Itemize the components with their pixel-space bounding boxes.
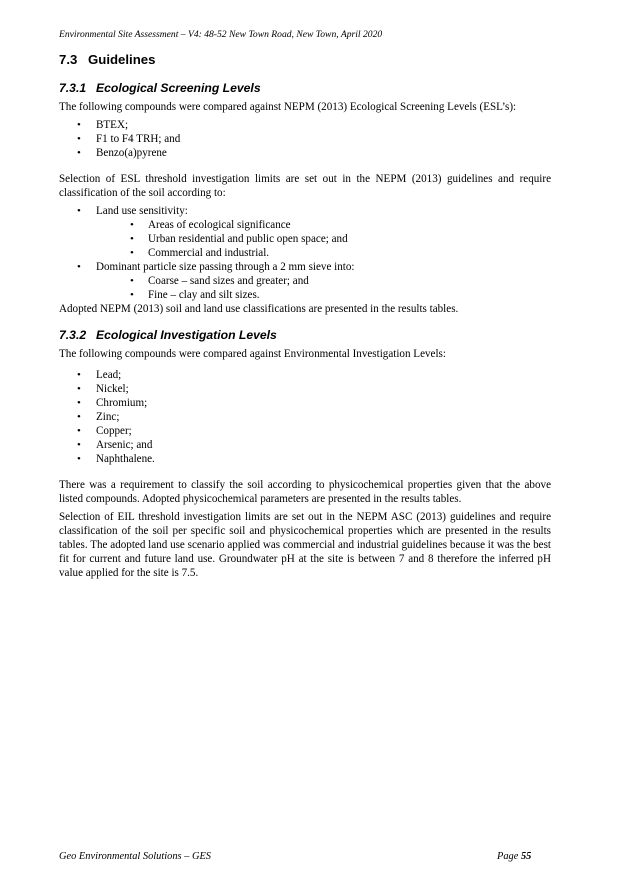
- list-item: • Benzo(a)pyrene: [59, 146, 551, 160]
- list-item: • Chromium;: [59, 396, 551, 410]
- eil-heading: [59, 327, 551, 343]
- esl-heading: [59, 80, 551, 96]
- particle-size-item: • Dominant particle size passing through a 2 mm sieve into:: [59, 260, 551, 274]
- eil-intro: The following compounds were compared against Environmental Investigation Levels:: [59, 348, 446, 360]
- list-item: • F1 to F4 TRH; and: [59, 132, 551, 146]
- eil-requirement-paragraph: There was a requirement to classify the soil according to physicochemical properties given that the above listed compounds. Adopted physicochemical parameters are presented in the results tables.: [59, 479, 551, 505]
- list-item: • Areas of ecological significance: [59, 218, 551, 232]
- particle-sublist: [59, 274, 551, 302]
- esl-title: Ecological Screening Levels: [96, 81, 261, 95]
- esl-intro: The following compounds were compared against NEPM (2013) Ecological Screening Levels (ESL’s):: [59, 101, 517, 113]
- esl-particle-list: [59, 260, 551, 274]
- eil-compound-list: [59, 368, 551, 466]
- esl-selection-paragraph: Selection of ESL threshold investigation limits are set out in the NEPM (2013) guidelines and require classification of the soil according to:: [59, 173, 551, 199]
- list-item: • Naphthalene.: [59, 452, 551, 466]
- section-heading: [59, 51, 551, 69]
- footer-company: Geo Environmental Solutions – GES: [59, 851, 211, 862]
- list-item: • Copper;: [59, 424, 551, 438]
- page-label: Page: [497, 851, 519, 862]
- esl-classification-list: [59, 204, 551, 218]
- section-title: Guidelines: [88, 52, 156, 67]
- list-item: • Lead;: [59, 368, 551, 382]
- eil-number: 7.3.2: [59, 328, 87, 342]
- list-item: • BTEX;: [59, 118, 551, 132]
- land-use-sublist: [59, 218, 551, 260]
- land-use-item: • Land use sensitivity:: [59, 204, 551, 218]
- page-number: [497, 851, 531, 862]
- list-item: • Zinc;: [59, 410, 551, 424]
- section-number: 7.3: [59, 52, 78, 67]
- list-item: • Fine – clay and silt sizes.: [59, 288, 551, 302]
- esl-compound-list: [59, 118, 551, 160]
- list-item: • Coarse – sand sizes and greater; and: [59, 274, 551, 288]
- list-item: • Urban residential and public open space; and: [59, 232, 551, 246]
- eil-title: Ecological Investigation Levels: [96, 328, 277, 342]
- esl-adopted-paragraph: Adopted NEPM (2013) soil and land use classifications are presented in the results tables.: [59, 303, 459, 315]
- eil-selection-paragraph: Selection of EIL threshold investigation limits are set out in the NEPM ASC (2013) guidelines and require classification of the soil per specific soil and physicochemical properties which are presented in the results tables. The adopted land use scenario applied was commercial and industrial guidelines because it was the best fit for current and future land use. Groundwater pH at the site is between 7 and 8 therefore the inferred pH value applied for the site is 7.5.: [59, 511, 551, 579]
- page-content: [59, 51, 551, 580]
- list-item: • Nickel;: [59, 382, 551, 396]
- list-item: • Arsenic; and: [59, 438, 551, 452]
- page-number-value: 55: [520, 851, 532, 862]
- esl-number: 7.3.1: [59, 81, 87, 95]
- list-item: • Commercial and industrial.: [59, 246, 551, 260]
- running-header: Environmental Site Assessment – V4: 48-52 New Town Road, New Town, April 2020: [59, 29, 383, 40]
